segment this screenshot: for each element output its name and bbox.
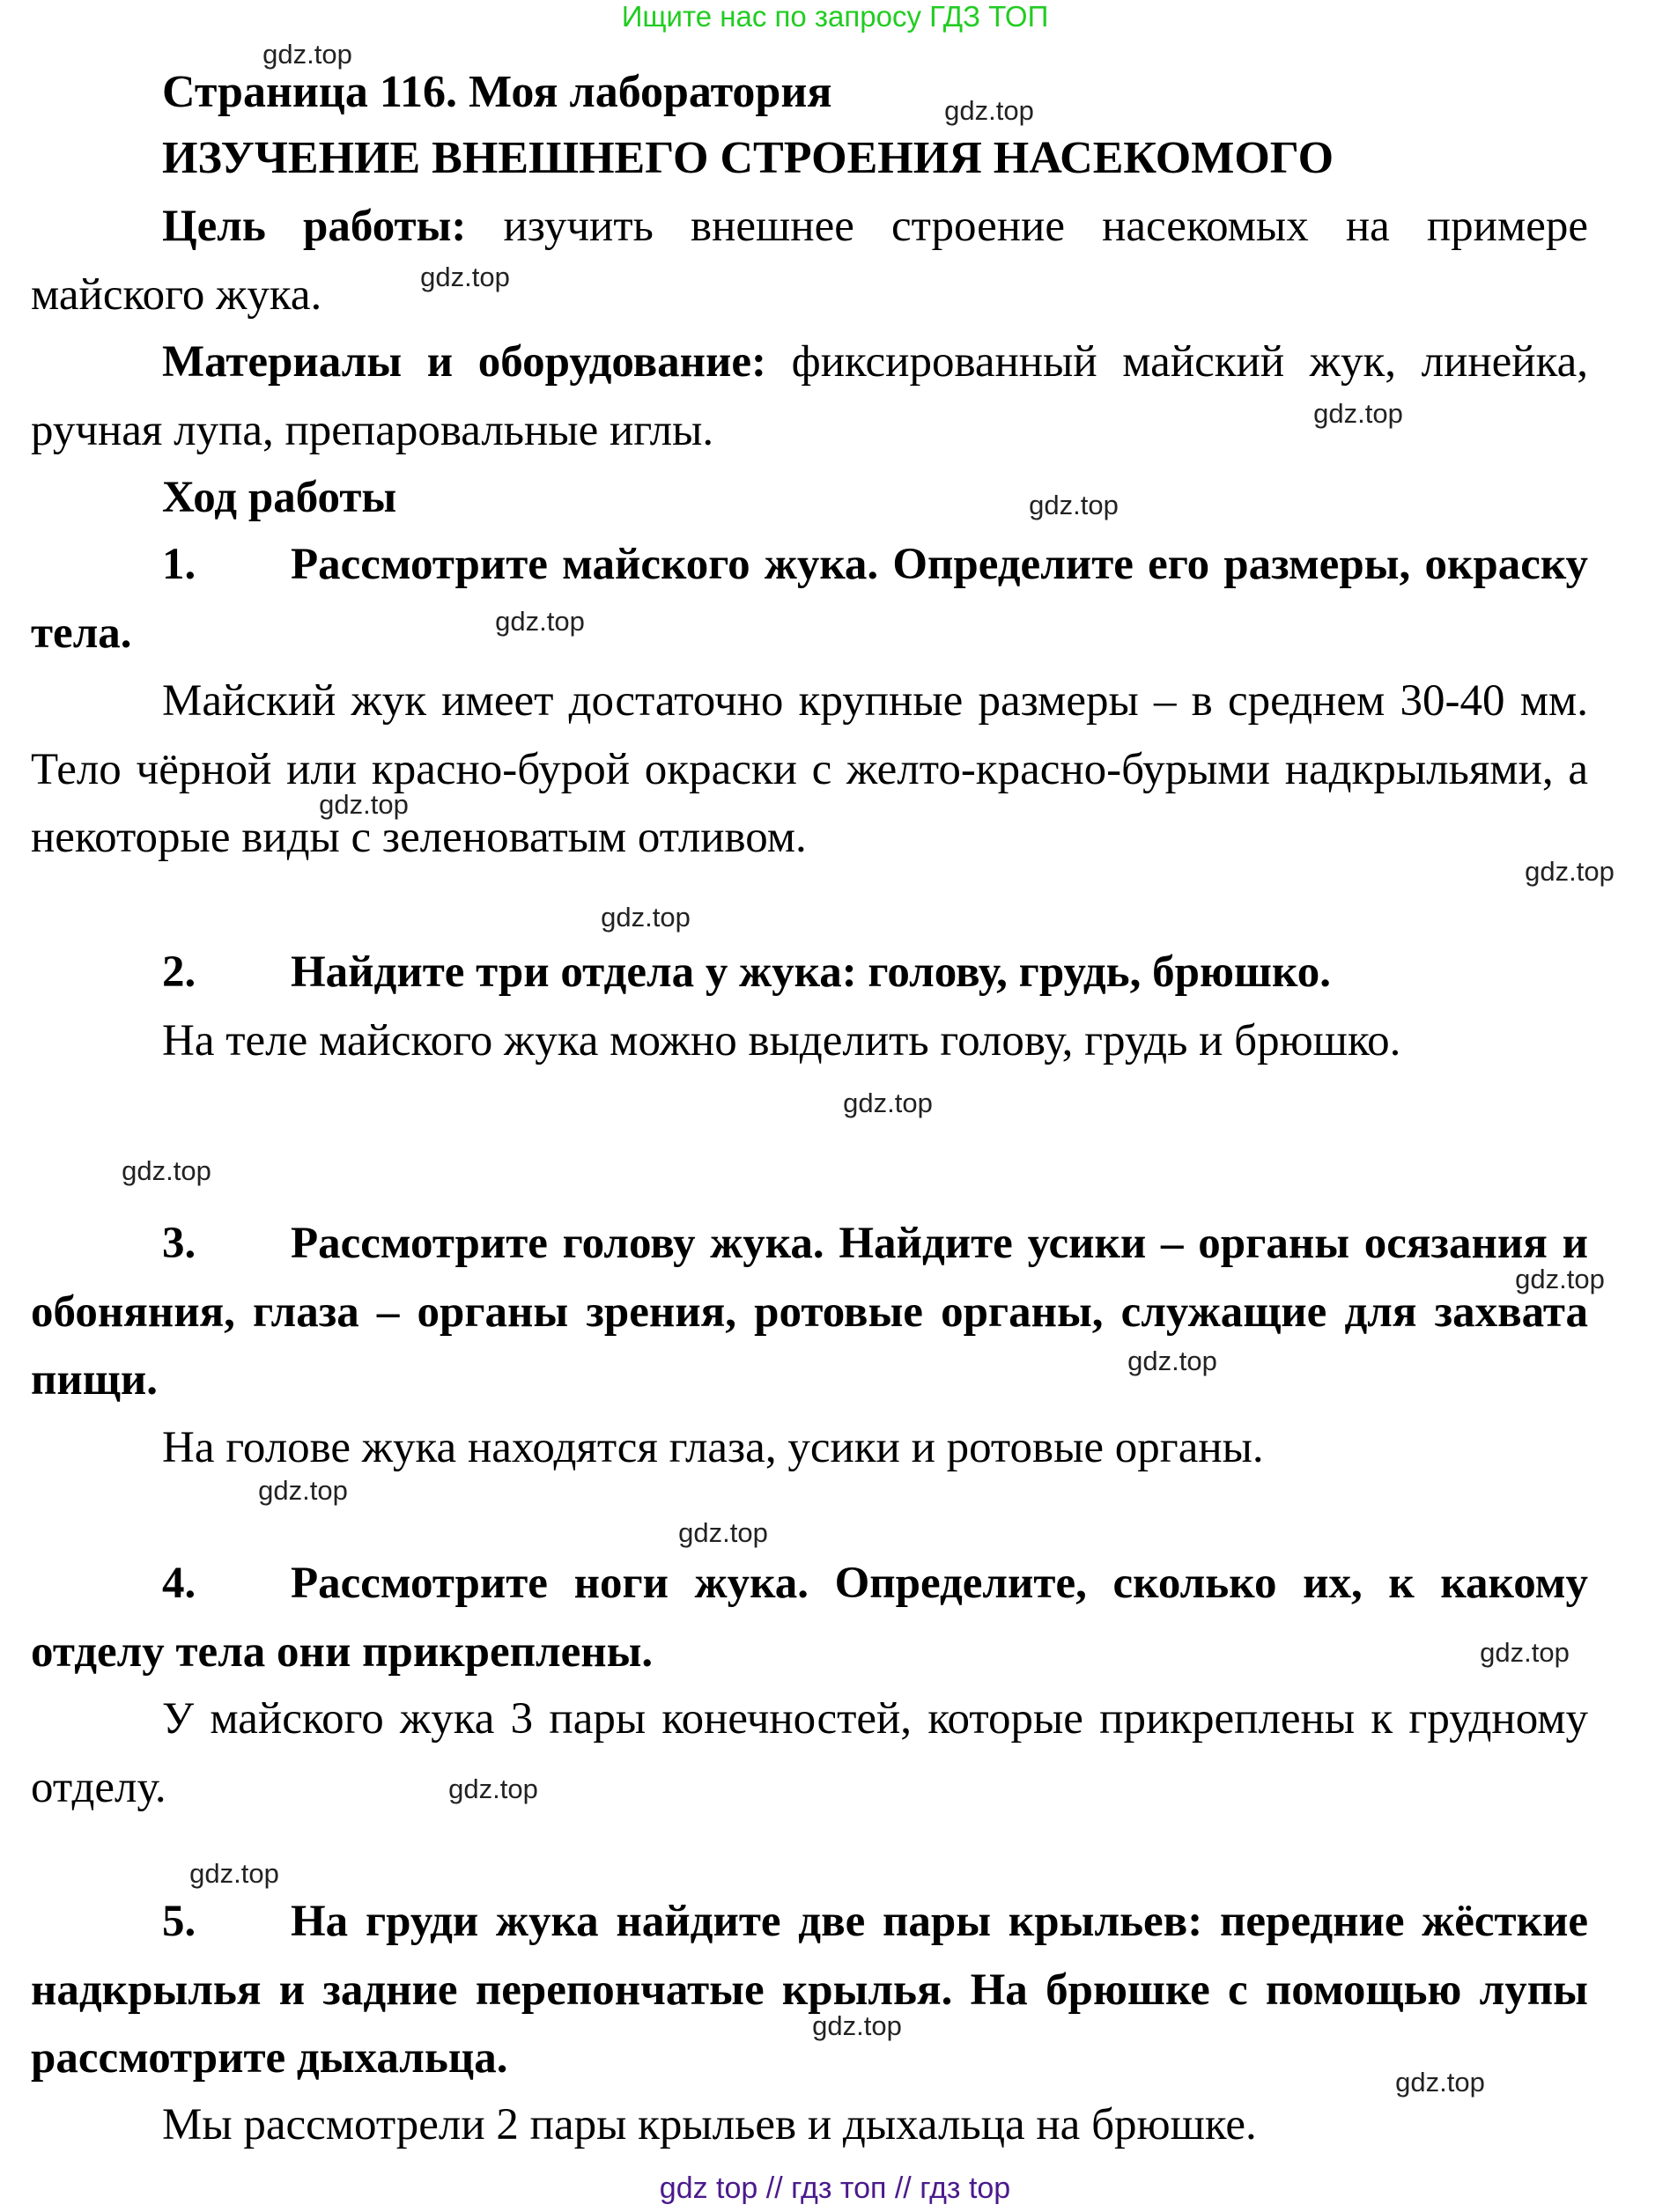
watermark: gdz.top [1313, 398, 1403, 429]
watermark: gdz.top [812, 2010, 902, 2041]
materials-label: Материалы и оборудование: [162, 337, 767, 387]
task-text: Рассмотрите ноги жука. Определите, сколько их, к какому отделу тела они прикреплены. [31, 1559, 1588, 1677]
lab-title: ИЗУЧЕНИЕ ВНЕШНЕГО СТРОЕНИЯ НАСЕКОМОГО [162, 133, 1334, 183]
watermark: gdz.top [262, 39, 352, 70]
step-5-answer: Мы рассмотрели 2 пары крыльев и дыхальца на брюшке. [162, 2100, 1257, 2149]
materials-paragraph [31, 328, 1588, 465]
watermark: gdz.top [1127, 1346, 1217, 1376]
watermark: gdz.top [1029, 490, 1119, 520]
procedure-heading-text: Ход работы [162, 473, 397, 522]
step-1-task [31, 531, 1588, 667]
step-number: 5. [162, 1897, 196, 1946]
goal-text: изучить внешнее строение насекомых на примере майского жука. [31, 202, 1589, 320]
watermark: gdz.top [189, 1858, 279, 1889]
footer-link-gdz-top[interactable]: gdz top [659, 2171, 758, 2205]
step-2-answer: На теле майского жука можно выделить голову, грудь и брюшко. [162, 1016, 1401, 1065]
watermark: gdz.top [122, 1155, 211, 1186]
step-number: 2. [162, 947, 196, 997]
step-4-answer: У майского жука 3 пары конечностей, которые прикреплены к грудному отделу. [31, 1694, 1588, 1812]
task-text: На груди жука найдите две пары крыльев: передние жёсткие надкрылья и задние перепончатые крылья. На брюшке с помощью лупы рассмотрите дыхальца. [31, 1897, 1588, 2083]
step-number: 1. [162, 540, 196, 589]
step-3-answer: На голове жука находятся глаза, усики и ротовые органы. [162, 1423, 1264, 1472]
step-number: 4. [162, 1559, 196, 1608]
watermark: gdz.top [1395, 2067, 1485, 2098]
step-2-task [31, 939, 1588, 1007]
footer-link-gdz-top-ru[interactable]: гдз топ [791, 2171, 887, 2205]
watermark: gdz.top [601, 902, 691, 933]
step-4-task [31, 1550, 1588, 1686]
task-text: Рассмотрите голову жука. Найдите усики – органы осязания и обоняния, глаза – органы зрения, ротовые органы, служащие для захвата пищи. [31, 1219, 1588, 1405]
watermark: gdz.top [258, 1475, 348, 1506]
footer-link-gdz-top-mixed[interactable]: гдз top [920, 2171, 1011, 2205]
watermark: gdz.top [448, 1773, 538, 1804]
page-title: Страница 116. Моя лаборатория [162, 67, 832, 117]
watermark: gdz.top [1515, 1264, 1605, 1294]
watermark: gdz.top [495, 606, 585, 637]
watermark: gdz.top [319, 789, 409, 820]
watermark: gdz.top [1525, 856, 1615, 887]
search-banner[interactable]: Ищите нас по запросу ГДЗ ТОП [621, 0, 1049, 33]
watermark: gdz.top [944, 95, 1034, 126]
procedure-heading [31, 464, 1588, 533]
watermark: gdz.top [843, 1088, 933, 1118]
materials-text: фиксированный майский жук, линейка, ручная лупа, препаровальные иглы. [31, 337, 1588, 455]
footer-links [0, 2171, 1670, 2206]
watermark: gdz.top [1480, 1637, 1570, 1668]
watermark: gdz.top [420, 262, 510, 292]
separator: // [894, 2171, 912, 2205]
step-number: 3. [162, 1219, 196, 1268]
step-5-task [31, 1888, 1588, 2093]
goal-label: Цель работы: [162, 202, 467, 251]
task-text: Рассмотрите майского жука. Определите его размеры, окраску тела. [31, 540, 1588, 658]
step-1-answer: Майский жук имеет достаточно крупные размеры – в среднем 30-40 мм. Тело чёрной или красно-бурой окраски с желто-красно-бурыми надкрыльями, а некоторые виды с зеленоватым отливом. [31, 676, 1588, 862]
task-text: Найдите три отдела у жука: голову, грудь, брюшко. [291, 947, 1331, 997]
step-3-task [31, 1210, 1588, 1415]
separator: // [765, 2171, 783, 2205]
goal-paragraph [31, 193, 1588, 329]
watermark: gdz.top [678, 1517, 768, 1548]
